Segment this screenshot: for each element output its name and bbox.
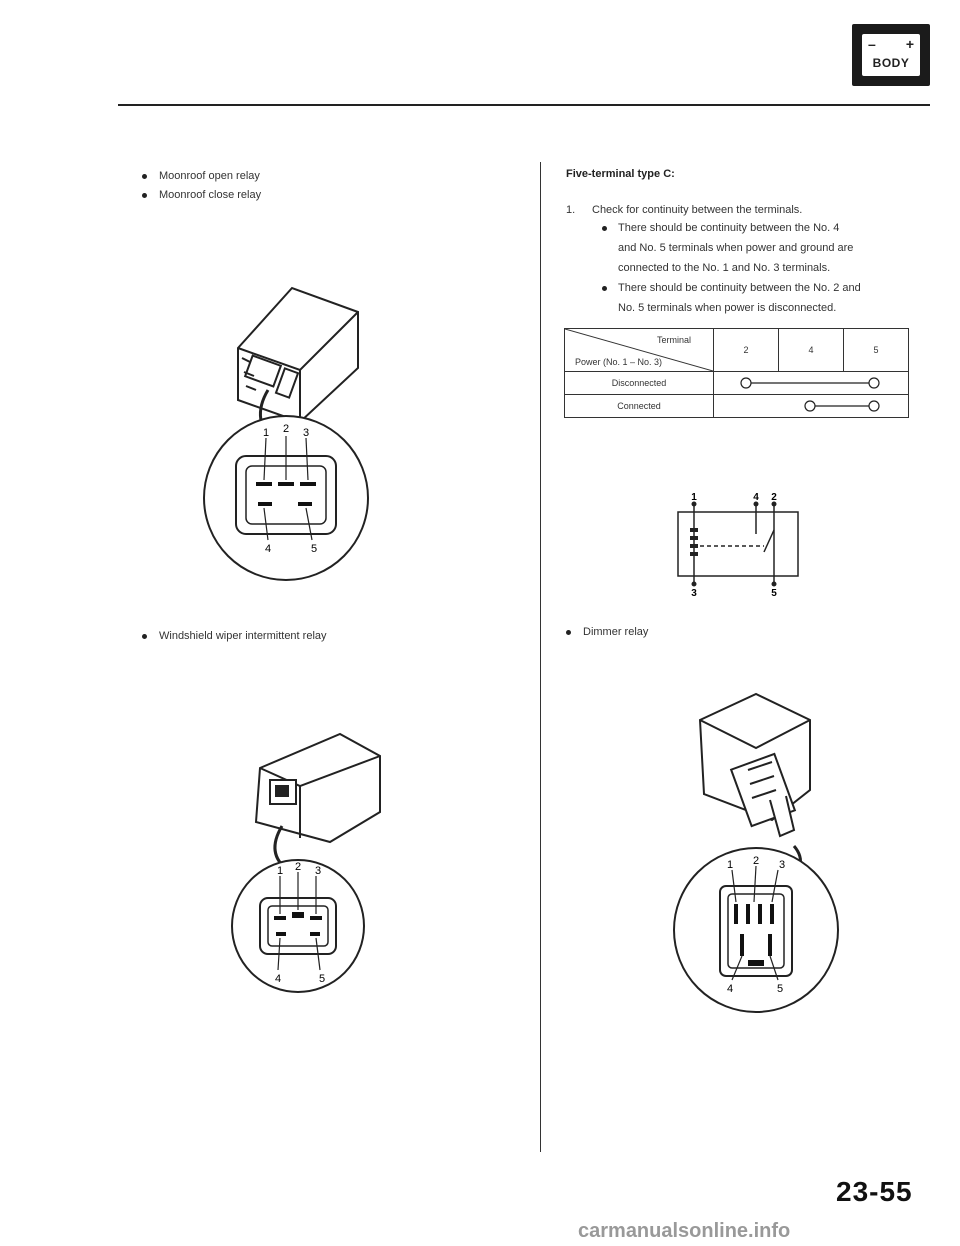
- bullet-icon: [566, 630, 571, 635]
- col-header: 5: [844, 329, 909, 372]
- pin-label-5: 5: [318, 973, 326, 985]
- moonroof-relay-figure: [180, 270, 420, 590]
- badge-plus: +: [905, 36, 914, 52]
- row-label: Connected: [565, 395, 714, 418]
- pin-label-1: 1: [262, 427, 270, 439]
- pin-label-1: 1: [276, 865, 284, 877]
- pin-label-4: 4: [264, 543, 272, 555]
- schematic-label-3: 3: [691, 588, 697, 599]
- sub-bullet-1-line-3: connected to the No. 1 and No. 3 terminals.: [618, 262, 831, 274]
- wiper-relay-figure: [220, 720, 420, 1020]
- schematic-label-2: 2: [771, 492, 777, 503]
- step-text: Check for continuity between the terminals.: [592, 204, 803, 216]
- continuity-cell: [714, 395, 909, 418]
- pin-label-3: 3: [314, 865, 322, 877]
- table-row: [565, 395, 909, 418]
- sub-bullet-2-line-2: No. 5 terminals when power is disconnected.: [618, 302, 837, 314]
- sub-bullet-2-line-1: There should be continuity between the No. 2 and: [618, 282, 861, 294]
- pin-label-1: 1: [726, 859, 734, 871]
- header-rule: [118, 104, 930, 106]
- badge-label: BODY: [872, 56, 910, 70]
- bullet-icon: [142, 634, 147, 639]
- bullet-windshield-relay: [142, 630, 327, 642]
- bullet-icon: [142, 193, 147, 198]
- bullet-dimmer-relay: [566, 626, 648, 638]
- schematic-label-4: 4: [753, 492, 759, 503]
- pin-label-4: 4: [274, 973, 282, 985]
- table-corner-cell: [565, 329, 714, 372]
- bullet-icon: [602, 286, 607, 291]
- corner-label-terminal: Terminal: [656, 335, 691, 345]
- pin-label-5: 5: [776, 983, 784, 995]
- corner-label-power: Power (No. 1 – No. 3): [575, 357, 663, 367]
- pin-label-2: 2: [752, 855, 760, 867]
- bullet-text: Moonroof close relay: [159, 189, 262, 201]
- col-header: 4: [779, 329, 844, 372]
- step-number: 1.: [566, 204, 576, 216]
- watermark-text: carmanualsonline.info: [578, 1220, 791, 1242]
- row-label: Disconnected: [565, 372, 714, 395]
- pin-label-2: 2: [294, 861, 302, 873]
- col-header: 2: [714, 329, 779, 372]
- dimmer-relay-figure: [660, 690, 860, 1030]
- bullet-text: Dimmer relay: [583, 626, 649, 638]
- sub-bullet-1-line-2: and No. 5 terminals when power and ground are: [618, 242, 854, 254]
- bullet-moonroof-close: [142, 189, 261, 201]
- pin-label-2: 2: [282, 423, 290, 435]
- section-badge: [852, 24, 930, 86]
- continuity-2-5: [714, 372, 906, 394]
- table-row: [565, 372, 909, 395]
- continuity-4-5: [714, 395, 906, 417]
- badge-minus: –: [868, 36, 876, 52]
- sub-bullet-1-line-1: There should be continuity between the No. 4: [618, 222, 840, 234]
- sub-bullet-1: [602, 218, 922, 278]
- continuity-cell: [714, 372, 909, 395]
- bullet-icon: [602, 226, 607, 231]
- schematic-label-5: 5: [771, 588, 777, 599]
- bullet-moonroof-open: [142, 170, 260, 182]
- pin-label-3: 3: [302, 427, 310, 439]
- relay-body-drawing: [256, 734, 380, 842]
- bullet-text: Windshield wiper intermittent relay: [159, 630, 327, 642]
- pin-label-4: 4: [726, 983, 734, 995]
- sub-bullet-2: [602, 278, 922, 318]
- pin-label-3: 3: [778, 859, 786, 871]
- column-divider: [540, 162, 541, 1152]
- bullet-text: Moonroof open relay: [159, 170, 260, 182]
- continuity-table: [564, 328, 909, 418]
- bullet-icon: [142, 174, 147, 179]
- pin-label-5: 5: [310, 543, 318, 555]
- relay-body-drawing: [700, 694, 810, 836]
- relay-schematic: [660, 490, 820, 600]
- section-heading: Five-terminal type C:: [566, 168, 675, 180]
- page-number: 23-55: [836, 1176, 913, 1207]
- schematic-label-1: 1: [691, 492, 697, 503]
- relay-body-drawing: [238, 288, 358, 422]
